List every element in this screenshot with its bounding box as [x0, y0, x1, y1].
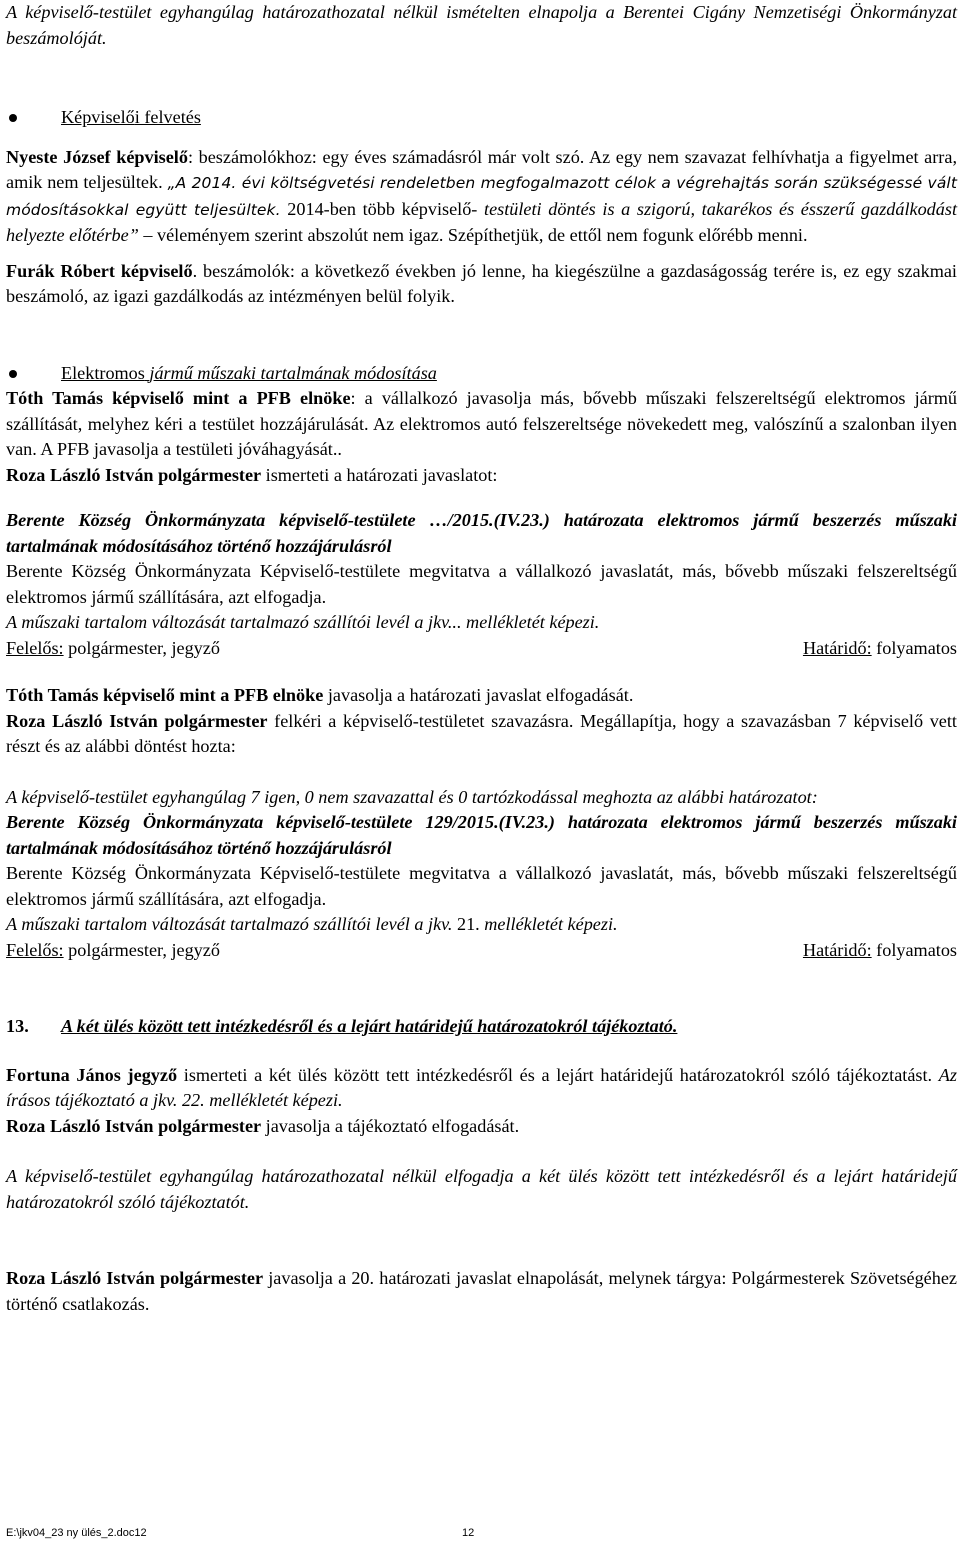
resolution-draft-heading: Berente Község Önkormányzata képviselő-testülete …/2015.(IV.23.) határozata elektromos jármű beszerzés műszaki tartalmának módosításához történő hozzájárulásról — [6, 510, 957, 556]
speech-text: javasolja a tájékoztató elfogadását. — [261, 1115, 520, 1136]
bullet-icon — [9, 370, 17, 378]
paragraph-fortuna — [6, 1063, 957, 1114]
resolution-draft-responsibility-row — [6, 636, 957, 662]
attachment-number: 21. — [452, 914, 485, 934]
speaker-name: Tóth Tamás képviselő mint a PFB elnöke — [6, 388, 351, 408]
section-title-part: Elektromos — [61, 362, 145, 383]
footer-file-path: E:\jkv04_23 ny ülés_2.doc12 — [6, 1527, 147, 1539]
paragraph-nyeste — [6, 145, 957, 249]
speaker-name: Roza László István polgármester — [6, 710, 268, 731]
deadline-cell — [803, 938, 957, 964]
speaker-name: Roza László István polgármester — [6, 1115, 262, 1136]
responsible-value: polgármester, jegyző — [63, 637, 220, 658]
responsible-cell — [6, 938, 220, 964]
page-footer — [6, 1527, 475, 1540]
speech-text: felkéri a képviselő-testületet szavazásra. Megállapítja, hogy a szavazásban 7 képviselő vett részt és az alábbi döntést hozta: — [6, 710, 957, 756]
section-title — [61, 107, 201, 127]
paragraph-roza-postpone — [6, 1266, 957, 1317]
speech-text: : a vállalkozó javasolja más, bővebb műszaki felszereltségű elektromos jármű szállítását, melyhez kéri a testület hozzájárulását. Az elektromos autó felszereltsége növekedett meg, valószínű a szalonban ilyen van. A PFB javasolja a testületi jóváhagyását.. — [6, 388, 958, 459]
speaker-name: Roza László István polgármester — [6, 464, 262, 485]
vote-result-text: A képviselő-testület egyhangúlag 7 igen, 0 nem szavazattal és 0 tartózkodással meghozta az alábbi határozatot: — [6, 786, 818, 807]
section-heading-electric-vehicle — [6, 361, 957, 387]
speech-text: javasolja a 20. határozati javaslat elnapolását, melynek tárgya: Polgármesterek Szövetségéhez történő csatlakozás. — [6, 1268, 957, 1314]
speech-text: : beszámolókhoz: egy éves számadásról már volt szó. Az egy nem szavazat felhívhatja a figyelmet arra, amik nem teljesültek. — [6, 146, 957, 192]
resolution-responsibility-row — [6, 938, 957, 964]
attachment-text: A műszaki tartalom változását tartalmazó szállítói levél a jkv. — [6, 914, 453, 934]
attachment-text: mellékletét képezi. — [484, 914, 618, 934]
responsible-label: Felelős: — [6, 637, 64, 658]
footer-page-number: 12 — [462, 1527, 475, 1539]
agenda-item-number: 13. — [6, 1016, 29, 1036]
agenda-item-title: A két ülés között tett intézkedésről és a lejárt határidejű határozatokról tájékoztató. — [61, 1016, 678, 1036]
resolution-draft-attachment: A műszaki tartalom változását tartalmazó szállítói levél a jkv... mellékletét képezi. — [6, 612, 600, 632]
deadline-label: Határidő: — [802, 939, 872, 960]
paragraph-roza-vote — [6, 709, 957, 760]
paragraph-roza-accept — [6, 1114, 957, 1140]
quoted-text: „A 2014. évi költségvetési rendeletben megfogalmazott célok a végrehajtás során szükségessé vált módosításokkal együtt teljesültek. — [6, 174, 957, 219]
paragraph-toth-recommendation — [6, 683, 957, 709]
responsible-label: Felelős: — [6, 939, 64, 960]
paragraph-roza-proposal — [6, 463, 957, 489]
speech-text: . beszámolók: a következő években jó lenne, ha kiegészülne a gazdaságosság terére is, ez egy szakmai beszámoló, az igazi gazdálkodás az intézményen belül folyik. — [6, 260, 957, 306]
resolution-body: Berente Község Önkormányzata Képviselő-testülete megvitatva a vállalkozó javaslatát, más, bővebb műszaki felszereltségű elektromos jármű szállítására, azt elfogadja. — [6, 863, 957, 909]
acceptance-decision-text: A képviselő-testület egyhangúlag határozathozatal nélkül elfogadja a két ülés között tett intézkedésről és a lejárt határidejű határozatokról szóló tájékoztatót. — [6, 1166, 957, 1212]
quoted-text: testületi döntés is a szigorú, takarékos és ésszerű gazdálkodást helyezte előtérbe” — [6, 198, 957, 245]
deadline-value: folyamatos — [871, 637, 957, 658]
responsible-cell — [6, 636, 220, 662]
speech-text: javasolja a határozati javaslat elfogadását. — [323, 685, 634, 705]
speaker-name: Fortuna János jegyző — [6, 1064, 178, 1085]
resolution-heading: Berente Község Önkormányzata képviselő-testülete 129/2015.(IV.23.) határozata elektromos jármű beszerzés műszaki tartalmának módosításához történő hozzájárulásról — [6, 812, 957, 858]
deadline-label: Határidő: — [802, 637, 872, 658]
deadline-value: folyamatos — [871, 939, 957, 960]
paragraph-toth — [6, 386, 957, 463]
speaker-name: Nyeste József képviselő — [6, 146, 188, 167]
speech-text: – véleményem szerint abszolút nem igaz. Szépíthetjük, de ettől nem fogunk előrébb menni. — [138, 225, 808, 245]
speaker-name: Roza László István polgármester — [6, 1268, 264, 1288]
speaker-name: Furák Róbert képviselő — [6, 260, 193, 281]
section-title-part: jármű műszaki tartalmának módosítása — [149, 362, 437, 383]
section-heading-representative-remarks — [6, 105, 957, 131]
paragraph-furak — [6, 259, 957, 310]
resolution-attachment — [6, 912, 957, 938]
speaker-name: Tóth Tamás képviselő mint a PFB elnöke — [6, 685, 324, 705]
closing-decision-text: A képviselő-testület egyhangúlag határozathozatal nélkül ismételten elnapolja a Berentei Cigány Nemzetiségi Önkormányzat beszámolóját. — [6, 2, 957, 48]
document-page — [6, 0, 957, 1317]
resolution-draft-body: Berente Község Önkormányzata Képviselő-testülete megvitatva a vállalkozó javaslatát, más, bővebb műszaki felszereltségű elektromos jármű szállítására, azt elfogadja. — [6, 561, 957, 607]
agenda-item-13-heading — [6, 1014, 957, 1040]
responsible-value: polgármester, jegyző — [63, 939, 220, 960]
deadline-cell — [803, 636, 957, 662]
speech-text: ismerteti a határozati javaslatot: — [261, 464, 498, 485]
speech-text: ismerteti a két ülés között tett intézkedésről és a lejárt határidejű határozatokról szóló tájékoztatást. — [177, 1064, 939, 1085]
section-title — [61, 363, 437, 383]
section-title-part: i felvetés — [134, 107, 201, 127]
section-title-part: Képviselő — [61, 107, 135, 127]
speech-text: 2014-ben több képviselő- — [280, 198, 478, 219]
bullet-icon — [9, 114, 17, 122]
attachment-note: Az írásos tájékoztató a jkv. 22. mellékletét képezi. — [6, 1064, 957, 1110]
